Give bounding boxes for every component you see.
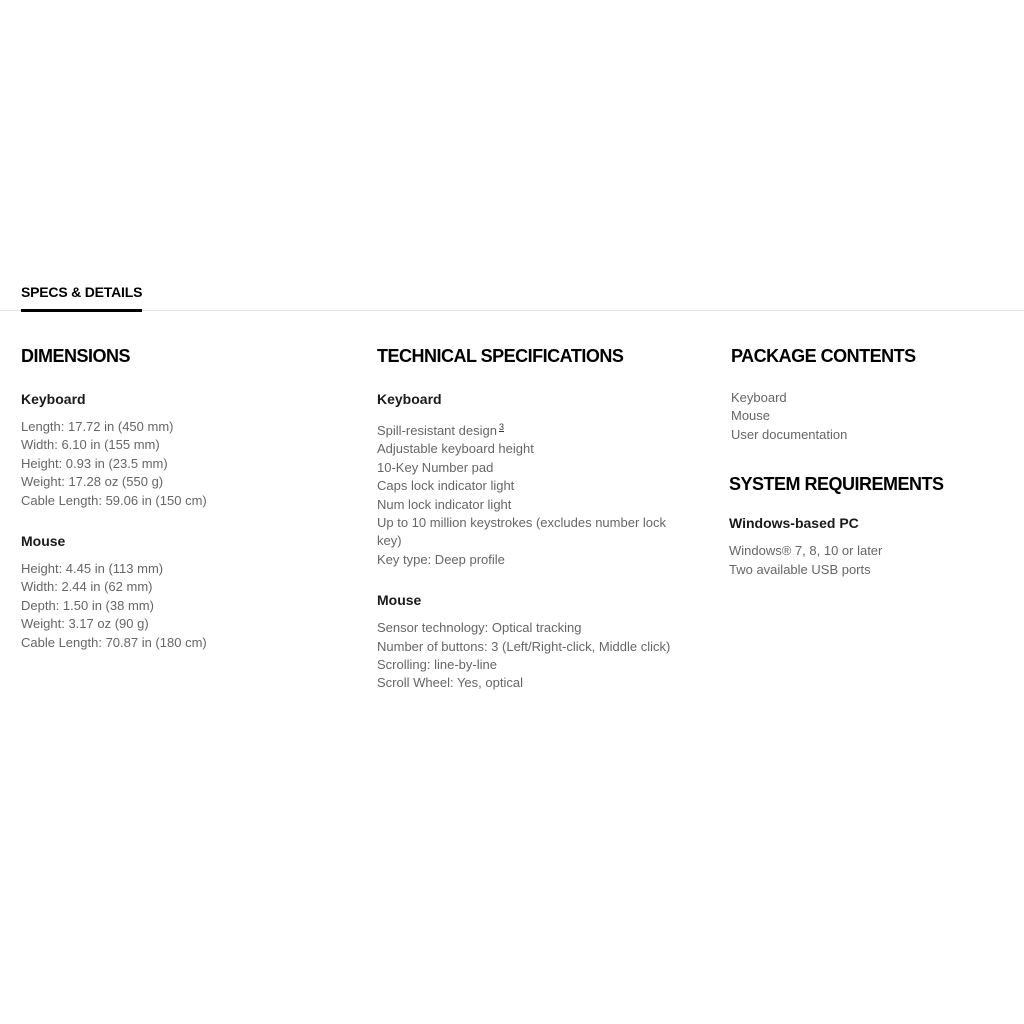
list-item-text: Spill-resistant design: [377, 423, 497, 438]
list-item: Key type: Deep profile: [377, 551, 505, 567]
dimensions-column: [21, 344, 341, 652]
dimensions-mouse-heading: Mouse: [21, 533, 66, 550]
dimensions-keyboard-heading: Keyboard: [21, 391, 86, 407]
dimensions-mouse-list: [21, 560, 341, 652]
specs-tab-bar: [0, 280, 1024, 311]
list-item: Up to 10 million keystrokes (excludes number lock key): [377, 515, 667, 549]
tab-specs-details[interactable]: SPECS & DETAILS: [21, 284, 142, 312]
technical-specs-column: [377, 344, 687, 693]
list-item: Cable Length: 70.87 in (180 cm): [21, 634, 207, 650]
list-item: Cable Length: 59.06 in (150 cm): [21, 492, 207, 508]
package-contents-heading: PACKAGE CONTENTS: [731, 346, 916, 366]
dimensions-keyboard-list: [21, 418, 341, 510]
list-item: Weight: 3.17 oz (90 g): [21, 616, 149, 632]
list-item: Adjustable keyboard height: [377, 441, 534, 457]
list-item: Height: 4.45 in (113 mm): [21, 561, 164, 577]
technical-specs-heading: TECHNICAL SPECIFICATIONS: [377, 346, 624, 366]
package-contents-list: [731, 389, 1021, 444]
list-item: Width: 6.10 in (155 mm): [21, 437, 160, 453]
system-requirements-list: [729, 542, 1021, 579]
list-item: Width: 2.44 in (62 mm): [21, 579, 153, 595]
footnote-link[interactable]: 3: [498, 422, 504, 432]
dimensions-heading: DIMENSIONS: [21, 346, 131, 366]
package-system-column: [731, 344, 1021, 579]
technical-mouse-heading: Mouse: [377, 592, 422, 609]
list-item: Number of buttons: 3 (Left/Right-click, Middle click): [377, 638, 671, 654]
system-subtitle: Windows-based PC: [729, 515, 859, 532]
list-item: Two available USB ports: [729, 561, 871, 577]
list-item: Windows® 7, 8, 10 or later: [729, 543, 883, 559]
technical-keyboard-heading: Keyboard: [377, 391, 442, 407]
system-requirements-heading: SYSTEM REQUIREMENTS: [729, 474, 944, 495]
technical-keyboard-list: [377, 418, 687, 569]
list-item: Num lock indicator light: [377, 496, 512, 512]
list-item: Height: 0.93 in (23.5 mm): [21, 455, 168, 471]
list-item: Sensor technology: Optical tracking: [377, 620, 582, 636]
technical-mouse-list: [377, 619, 687, 693]
list-item: Mouse: [731, 408, 771, 424]
list-item: [377, 418, 687, 440]
list-item: User documentation: [731, 426, 848, 442]
list-item: Scroll Wheel: Yes, optical: [377, 675, 523, 691]
list-item: 10-Key Number pad: [377, 459, 494, 475]
list-item: Caps lock indicator light: [377, 478, 515, 494]
list-item: Weight: 17.28 oz (550 g): [21, 474, 164, 490]
list-item: Keyboard: [731, 390, 787, 405]
list-item: Depth: 1.50 in (38 mm): [21, 597, 154, 613]
list-item: Scrolling: line-by-line: [377, 657, 497, 673]
list-item: Length: 17.72 in (450 mm): [21, 419, 174, 434]
